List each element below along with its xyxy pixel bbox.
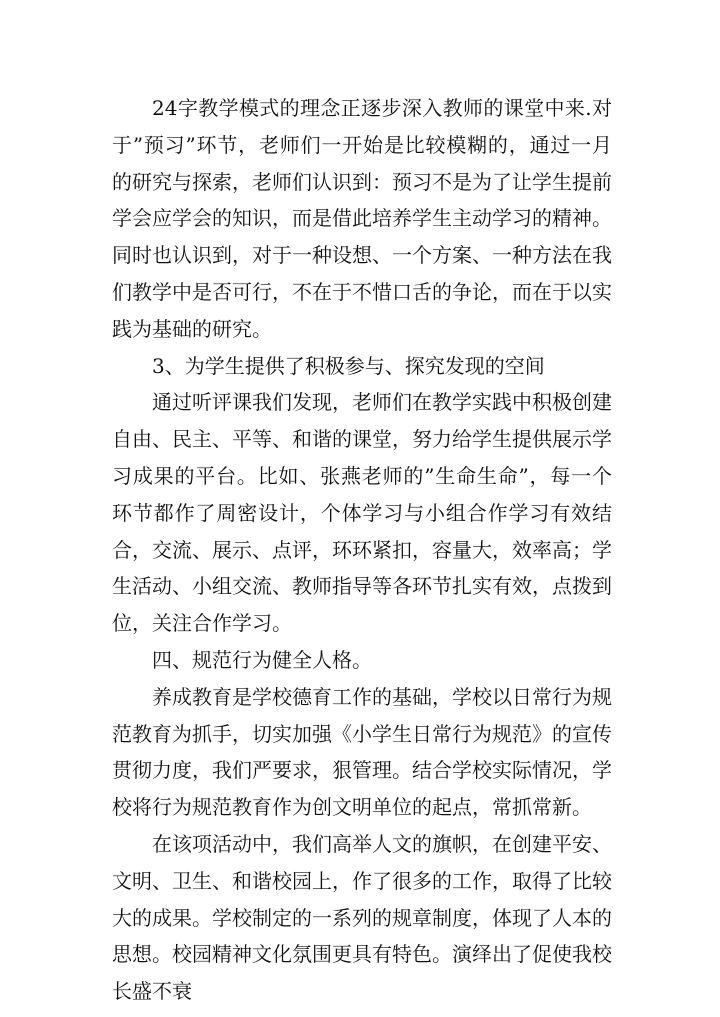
paragraph-habit-education: 养成教育是学校德育工作的基础，学校以日常行为规范教育为抓手，切实加强《小学生日常行为规范》的宣传贯彻力度，我们严要求，狠管理。结合学校实际情况，学校将行为规范教育作为创文明单位的起点，常抓常新。 xyxy=(112,684,612,820)
paragraph-lesson-observation: 通过听评课我们发现，老师们在教学实践中积极创建自由、民主、平等、和谐的课堂，努力给学生提供展示学习成果的平台。比如、张燕老师的”生命生命”，每一个环节都作了周密设计，个体学习与小组合作学习有效结合，交流、展示、点评，环环紧扣，容量大，效率高；学生活动、小组交流、教师指导等各环节扎实有效，点拨到位，关注合作学习。 xyxy=(112,390,612,636)
paragraph-intro-24-char-model: 24字教学模式的理念正逐步深入教师的课堂中来.对于”预习”环节，老师们一开始是比较模糊的，通过一月的研究与探索，老师们认识到：预习不是为了让学生提前学会应学会的知识，而是借此培养学生主动学习的精神。同时也认识到，对于一种设想、一个方案、一种方法在我们教学中是否可行，不在于不惜口舌的争论，而在于以实践为基础的研究。 xyxy=(112,96,612,341)
paragraph-heading-4: 四、规范行为健全人格。 xyxy=(152,647,372,672)
paragraph-heading-3: 3、为学生提供了积极参与、探究发现的空间 xyxy=(152,353,545,378)
paragraph-campus-activities: 在该项活动中，我们高举人文的旗帜，在创建平安、文明、卫生、和谐校园上，作了很多的工作，取得了比较大的成果。学校制定的一系列的规章制度，体现了人本的思想。校园精神文化氛围更具有特色。演绎出了促使我校长盛不衰 xyxy=(112,831,612,1004)
document-body xyxy=(112,90,612,1010)
